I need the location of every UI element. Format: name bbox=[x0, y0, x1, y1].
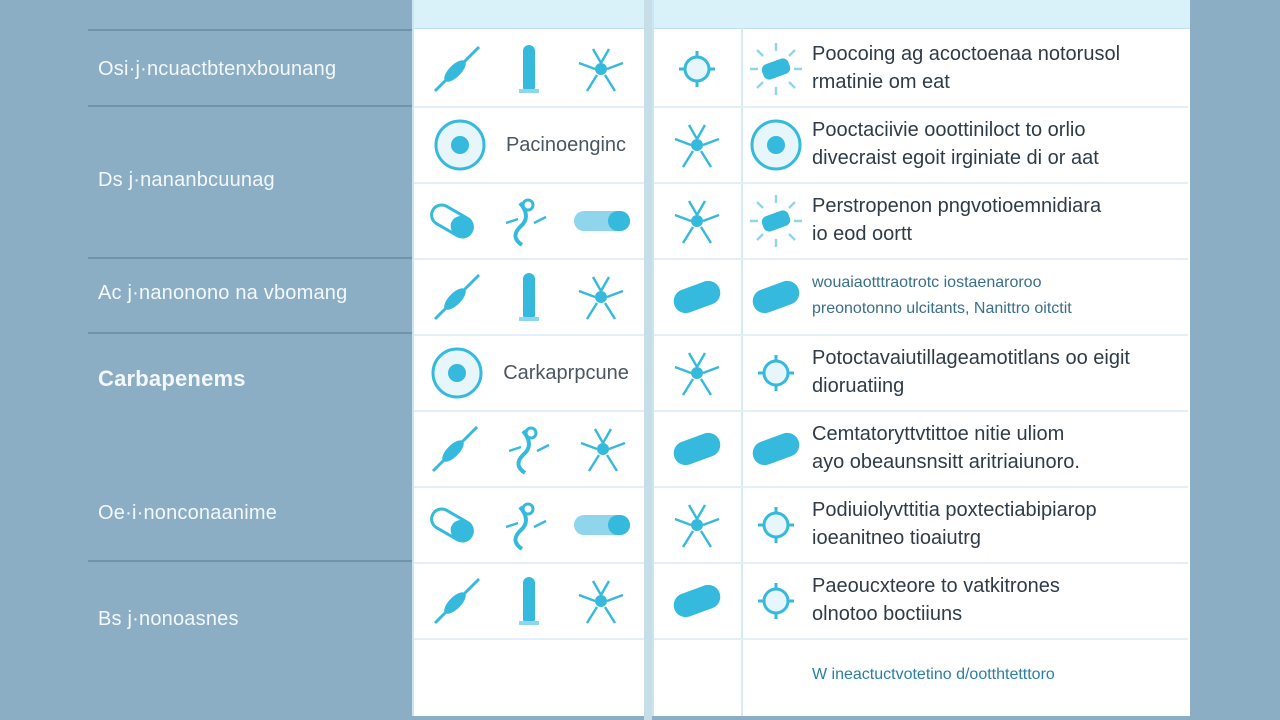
footer-note: W ineactuctvotetino d/ootthtetttoro bbox=[812, 666, 1055, 683]
bacteria-icon bbox=[501, 421, 557, 477]
capsule-icon bbox=[424, 497, 480, 553]
row-label: Ds j·nananbcuunag bbox=[98, 169, 275, 191]
mechanism-icon-cell bbox=[743, 564, 809, 638]
description: Cemtatoryttvtittoe nitie uliom ayo obeaunsnsitt aritriaiunoro. bbox=[812, 423, 1080, 473]
mechanism-icon-cell bbox=[743, 108, 809, 182]
row-label: Carbapenems bbox=[98, 366, 246, 391]
drug-icons-row bbox=[414, 564, 644, 638]
virus-icon bbox=[748, 345, 804, 401]
description: Podiuiolyvttitia poxtectiabipiarop ioeanitneo tioaiutrg bbox=[812, 499, 1097, 549]
drug-icons-row bbox=[414, 488, 644, 562]
pill-icon bbox=[746, 269, 806, 325]
mechanism-icon-cell bbox=[654, 564, 740, 638]
description: Potoctavaiutillageamotitlans oo eigit dioruatiing bbox=[812, 347, 1130, 397]
drug-icons-row bbox=[414, 412, 644, 486]
syringe-icon bbox=[429, 269, 485, 325]
neuron-icon bbox=[669, 497, 725, 553]
syringe-icon bbox=[427, 421, 483, 477]
neuron-icon bbox=[669, 193, 725, 249]
bacteria-icon bbox=[498, 497, 554, 553]
mechanism-icon-cell bbox=[654, 32, 740, 106]
syringe-icon bbox=[429, 573, 485, 629]
row-label: Bs j·nonoasnes bbox=[98, 608, 239, 630]
syringe-icon bbox=[429, 41, 485, 97]
capsule-icon bbox=[424, 193, 480, 249]
divider bbox=[88, 29, 412, 31]
virus-icon bbox=[748, 497, 804, 553]
row-label: Ac j·nanonono na vbomang bbox=[98, 282, 348, 304]
burst-icon bbox=[748, 193, 804, 249]
description: Paeoucxteore to vatkitrones olnotoo boctiiuns bbox=[812, 575, 1060, 625]
mechanism-icon-cell bbox=[743, 336, 809, 410]
description: wouaiaotttraotrotc iostaenaroroo preonotonno ulcitants, Nanittro oitctit bbox=[812, 274, 1072, 317]
column-gap bbox=[644, 0, 652, 720]
mechanism-icon-cell bbox=[654, 488, 740, 562]
mechanism-icon-cell bbox=[743, 260, 809, 334]
neuron-icon bbox=[669, 345, 725, 401]
description: Perstropenon pngvotioemnidiara io eod oortt bbox=[812, 195, 1102, 245]
cell-icon bbox=[748, 117, 804, 173]
drug-icons-row bbox=[414, 108, 644, 182]
mechanism-icon-cell bbox=[743, 32, 809, 106]
mechanism-icon-cell bbox=[654, 412, 740, 486]
burst-icon bbox=[748, 41, 804, 97]
mechanism-icon-cell bbox=[654, 184, 740, 258]
pill-icon bbox=[572, 497, 634, 553]
bacteria-icon bbox=[498, 193, 554, 249]
drug-name: Pacinoenginc bbox=[505, 133, 627, 156]
mechanism-icon-cell bbox=[743, 412, 809, 486]
row-label: Oe·i·nonconaanime bbox=[98, 502, 278, 524]
mechanism-icon-cell bbox=[743, 184, 809, 258]
divider bbox=[88, 105, 412, 107]
virus-icon bbox=[669, 41, 725, 97]
vial-icon bbox=[503, 41, 555, 97]
row-label: Osi·j·ncuactbtenxbounang bbox=[98, 58, 337, 80]
description: Poocoing ag acoctoenaa notorusol rmatinie om eat bbox=[812, 43, 1121, 93]
pill-icon bbox=[667, 421, 727, 477]
neuron-icon bbox=[573, 573, 629, 629]
drug-icons-row bbox=[414, 336, 644, 410]
mechanism-icon-cell bbox=[654, 108, 740, 182]
neuron-icon bbox=[669, 117, 725, 173]
cell-icon bbox=[429, 345, 485, 401]
pill-icon bbox=[746, 421, 806, 477]
mechanism-icon-cell bbox=[743, 488, 809, 562]
panel-header bbox=[654, 0, 1190, 29]
vial-icon bbox=[503, 573, 555, 629]
cell-icon bbox=[432, 117, 488, 173]
mechanism-icon-cell bbox=[654, 260, 740, 334]
neuron-icon bbox=[573, 41, 629, 97]
divider bbox=[88, 560, 412, 562]
panel-header bbox=[414, 0, 646, 29]
neuron-icon bbox=[575, 421, 631, 477]
divider bbox=[88, 332, 412, 334]
mechanism-icon-cell bbox=[654, 336, 740, 410]
drug-icons-row bbox=[414, 260, 644, 334]
pill-icon bbox=[572, 193, 634, 249]
pill-icon bbox=[667, 573, 727, 629]
vial-icon bbox=[503, 269, 555, 325]
drug-name: Carkaprpcune bbox=[503, 361, 629, 384]
drug-icons-row bbox=[414, 32, 644, 106]
virus-icon bbox=[748, 573, 804, 629]
pill-icon bbox=[667, 269, 727, 325]
description: Pooctaciivie ooottiniloct to orlio divecraist egoit irginiate di or aat bbox=[812, 119, 1099, 169]
drug-icons-row bbox=[414, 184, 644, 258]
neuron-icon bbox=[573, 269, 629, 325]
divider bbox=[88, 257, 412, 259]
